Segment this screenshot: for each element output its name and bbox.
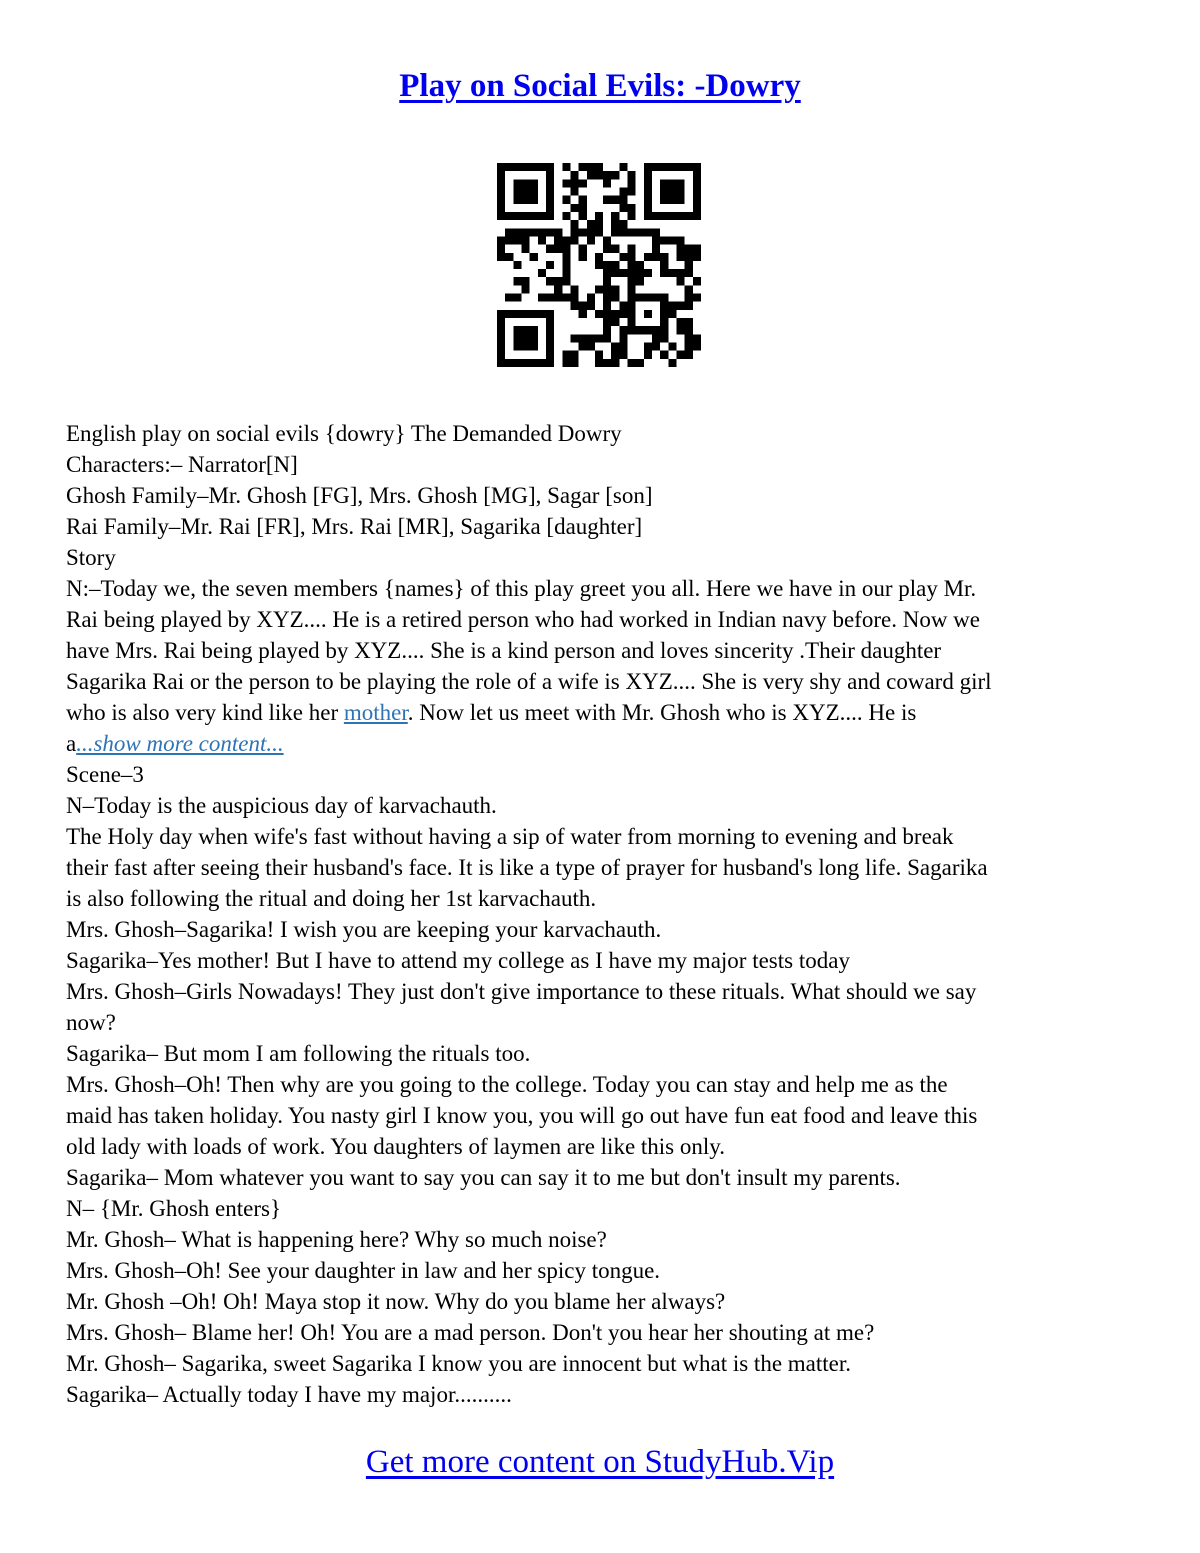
text-line: Mrs. Ghosh– Blame her! Oh! You are a mad person. Don't you hear her shouting at me? bbox=[66, 1320, 875, 1345]
text-line: Mrs. Ghosh–Sagarika! I wish you are keeping your karvachauth. bbox=[66, 917, 662, 942]
text-line bbox=[66, 728, 1141, 759]
text-line: Sagarika–Yes mother! But I have to attend my college as I have my major tests today bbox=[66, 948, 850, 973]
text-line: Scene–3 bbox=[66, 762, 144, 787]
document-title bbox=[0, 64, 1200, 108]
text-line: N:–Today we, the seven members {names} of this play greet you all. Here we have in our play Mr. bbox=[66, 576, 977, 601]
text-line: English play on social evils {dowry} The Demanded Dowry bbox=[66, 421, 622, 446]
text-line: Mrs. Ghosh–Girls Nowadays! They just don't give importance to these rituals. What should we say bbox=[66, 979, 977, 1004]
text-line: maid has taken holiday. You nasty girl I know you, you will go out have fun eat food and leave this bbox=[66, 1103, 978, 1128]
text-segment: who is also very kind like her bbox=[66, 700, 344, 725]
text-segment: a bbox=[66, 731, 77, 756]
text-line: Characters:– Narrator[N] bbox=[66, 452, 298, 477]
text-line: old lady with loads of work. You daughters of laymen are like this only. bbox=[66, 1134, 726, 1159]
text-line: Mrs. Ghosh–Oh! Then why are you going to the college. Today you can stay and help me as the bbox=[66, 1072, 948, 1097]
text-line: Sagarika Rai or the person to be playing the role of a wife is XYZ.... She is very shy and coward girl bbox=[66, 669, 992, 694]
text-line: their fast after seeing their husband's face. It is like a type of prayer for husband's long life. Sagarika bbox=[66, 855, 988, 880]
title-link[interactable]: Play on Social Evils: -Dowry bbox=[399, 68, 801, 104]
text-line: Story bbox=[66, 545, 116, 570]
text-line: have Mrs. Rai being played by XYZ.... She is a kind person and loves sincerity .Their daughter bbox=[66, 638, 942, 663]
text-line bbox=[66, 697, 1141, 728]
text-line: The Holy day when wife's fast without having a sip of water from morning to evening and break bbox=[66, 824, 954, 849]
text-line: Sagarika– Actually today I have my major.......... bbox=[66, 1382, 512, 1407]
text-line: Sagarika– Mom whatever you want to say you can say it to me but don't insult my parents. bbox=[66, 1165, 901, 1190]
text-line: Mrs. Ghosh–Oh! See your daughter in law and her spicy tongue. bbox=[66, 1258, 661, 1283]
studyhub-link[interactable]: Get more content on StudyHub.Vip bbox=[365, 1444, 835, 1480]
text-line: Rai being played by XYZ.... He is a retired person who had worked in Indian navy before. Now we bbox=[66, 607, 980, 632]
text-line: Sagarika– But mom I am following the rituals too. bbox=[66, 1041, 531, 1066]
text-line: now? bbox=[66, 1010, 116, 1035]
text-segment: . Now let us meet with Mr. Ghosh who is XYZ.... He is bbox=[407, 700, 917, 725]
text-line: Mr. Ghosh –Oh! Oh! Maya stop it now. Why do you blame her always? bbox=[66, 1289, 726, 1314]
show-more-link[interactable]: ...show more content... bbox=[76, 731, 284, 756]
text-line: N–Today is the auspicious day of karvachauth. bbox=[66, 793, 497, 818]
footer bbox=[0, 1440, 1200, 1484]
text-line: is also following the ritual and doing her 1st karvachauth. bbox=[66, 886, 597, 911]
qr-code-icon bbox=[497, 163, 701, 367]
text-line: N– {Mr. Ghosh enters} bbox=[66, 1196, 282, 1221]
text-line: Rai Family–Mr. Rai [FR], Mrs. Rai [MR], Sagarika [daughter] bbox=[66, 514, 643, 539]
mother-link[interactable]: mother bbox=[343, 700, 408, 725]
text-line: Mr. Ghosh– Sagarika, sweet Sagarika I know you are innocent but what is the matter. bbox=[66, 1351, 852, 1376]
text-line: Ghosh Family–Mr. Ghosh [FG], Mrs. Ghosh [MG], Sagar [son] bbox=[66, 483, 653, 508]
text-line: Mr. Ghosh– What is happening here? Why so much noise? bbox=[66, 1227, 607, 1252]
play-text bbox=[66, 418, 1141, 1410]
